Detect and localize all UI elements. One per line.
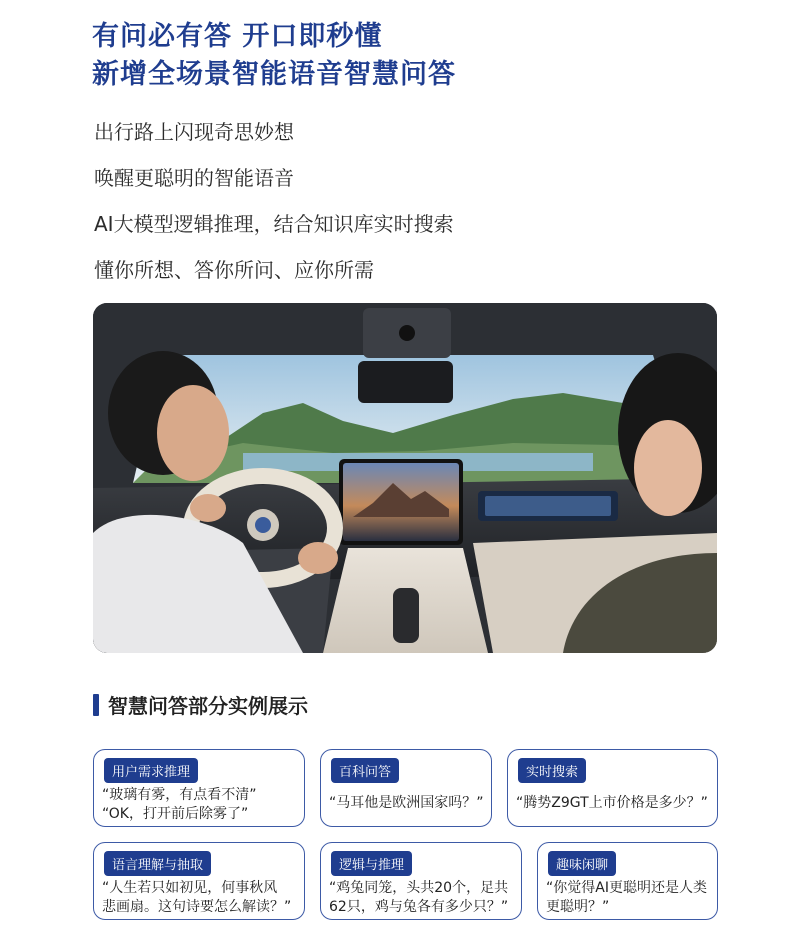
section-accent-bar	[93, 694, 99, 716]
card-question-line: “玻璃有雾，有点看不清”	[102, 787, 257, 803]
card-question-line: 更聪明？”	[546, 899, 610, 915]
feature-item: 唤醒更聪明的智能语音	[94, 166, 294, 190]
car-interior-photo	[93, 303, 717, 653]
card-question-line: “马耳他是欧洲国家吗？”	[329, 795, 484, 811]
card-question-line: 悲画扇。这句诗要怎么解读？”	[102, 899, 292, 915]
card-tag: 趣味闲聊	[548, 851, 616, 876]
card-question	[102, 879, 298, 917]
section-title-text: 智慧问答部分实例展示	[108, 694, 308, 718]
card-question-line: “鸡兔同笼，头共20个，足共	[329, 880, 509, 896]
card-question	[546, 879, 711, 917]
card-question	[329, 794, 485, 813]
feature-list	[94, 114, 454, 298]
headline-line-1: 有问必有答 开口即秒懂	[92, 21, 383, 52]
feature-item: AI大模型逻辑推理，结合知识库实时搜索	[94, 212, 454, 236]
example-card	[507, 749, 718, 827]
feature-item: 出行路上闪现奇思妙想	[94, 120, 294, 144]
card-question	[516, 794, 711, 813]
headline	[92, 18, 456, 94]
card-question-line: 62只，鸡与兔各有多少只？”	[329, 899, 509, 915]
example-card	[93, 749, 305, 827]
section-title	[93, 690, 308, 719]
card-tag: 用户需求推理	[104, 758, 198, 783]
example-card	[537, 842, 718, 920]
card-tag: 逻辑与推理	[331, 851, 412, 876]
card-question	[329, 879, 515, 917]
card-tag: 实时搜索	[518, 758, 586, 783]
card-question-line: “人生若只如初见，何事秋风	[102, 880, 278, 896]
example-card	[320, 842, 522, 920]
example-card	[93, 842, 305, 920]
card-question	[102, 786, 298, 824]
card-question-line: “腾势Z9GT上市价格是多少？”	[516, 795, 708, 811]
example-card	[320, 749, 492, 827]
feature-item: 懂你所想、答你所问、应你所需	[94, 258, 374, 282]
card-question-line: “OK，打开前后除雾了”	[102, 806, 249, 822]
card-question-line: “你觉得AI更聪明还是人类	[546, 880, 707, 896]
headline-line-2: 新增全场景智能语音智慧问答	[92, 59, 456, 90]
card-tag: 语言理解与抽取	[104, 851, 211, 876]
card-tag: 百科问答	[331, 758, 399, 783]
